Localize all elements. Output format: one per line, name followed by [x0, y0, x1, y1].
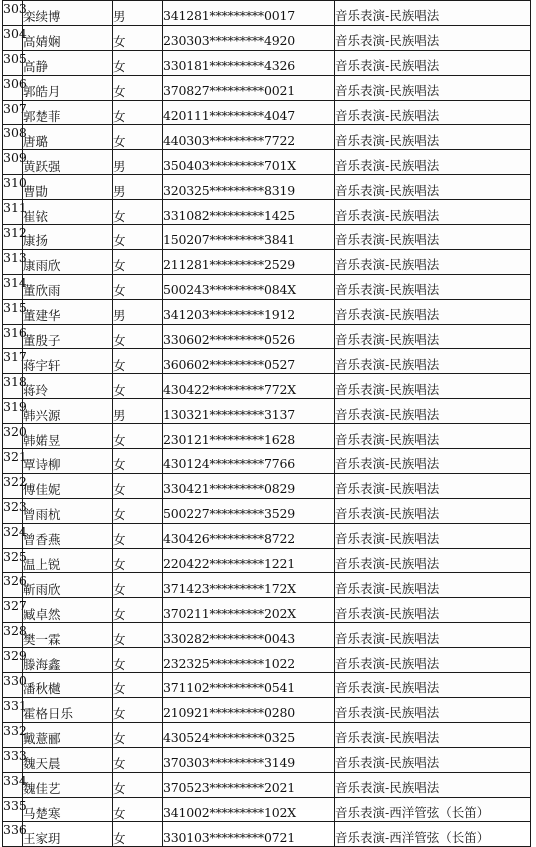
student-name: 曹勖	[23, 175, 113, 200]
table-row	[3, 150, 531, 175]
id-number-masked: 232325*********1022	[163, 648, 335, 673]
student-name: 郭皓月	[23, 75, 113, 100]
major-field: 音乐表演-民族唱法	[335, 573, 531, 598]
student-gender: 女	[113, 324, 163, 349]
student-name: 霍格日乐	[23, 697, 113, 722]
major-field: 音乐表演-民族唱法	[335, 274, 531, 299]
student-gender: 女	[113, 374, 163, 399]
major-field: 音乐表演-西洋管弦（长笛）	[335, 822, 531, 847]
major-field: 音乐表演-民族唱法	[335, 1, 531, 26]
table-row	[3, 648, 531, 673]
student-name: 黄跃强	[23, 150, 113, 175]
table-row	[3, 424, 531, 449]
student-name: 潘秋樾	[23, 673, 113, 698]
table-row	[3, 473, 531, 498]
student-name: 高静	[23, 50, 113, 75]
student-gender: 女	[113, 822, 163, 847]
major-field: 音乐表演-民族唱法	[335, 424, 531, 449]
student-name: 温上锐	[23, 548, 113, 573]
id-number-masked: 500243*********084X	[163, 274, 335, 299]
table-row	[3, 747, 531, 772]
row-number: 317	[3, 349, 23, 374]
row-number: 310	[3, 175, 23, 200]
major-field: 音乐表演-民族唱法	[335, 449, 531, 474]
major-field: 音乐表演-民族唱法	[335, 374, 531, 399]
id-number-masked: 350403*********701X	[163, 150, 335, 175]
student-gender: 女	[113, 200, 163, 225]
table-row	[3, 274, 531, 299]
row-number: 336	[3, 822, 23, 847]
id-number-masked: 341281*********0017	[163, 1, 335, 26]
row-number: 325	[3, 548, 23, 573]
id-number-masked: 330602*********0526	[163, 324, 335, 349]
id-number-masked: 210921*********0280	[163, 697, 335, 722]
major-field: 音乐表演-民族唱法	[335, 25, 531, 50]
table-row	[3, 200, 531, 225]
major-field: 音乐表演-民族唱法	[335, 473, 531, 498]
row-number: 324	[3, 523, 23, 548]
student-roster-table	[2, 0, 531, 847]
student-gender: 女	[113, 797, 163, 822]
id-number-masked: 330421*********0829	[163, 473, 335, 498]
student-name: 康雨欣	[23, 249, 113, 274]
student-gender: 女	[113, 598, 163, 623]
student-name: 高婧娴	[23, 25, 113, 50]
major-field: 音乐表演-民族唱法	[335, 249, 531, 274]
major-field: 音乐表演-民族唱法	[335, 697, 531, 722]
row-number: 313	[3, 249, 23, 274]
row-number: 320	[3, 424, 23, 449]
row-number: 309	[3, 150, 23, 175]
major-field: 音乐表演-民族唱法	[335, 598, 531, 623]
major-field: 音乐表演-民族唱法	[335, 324, 531, 349]
row-number: 319	[3, 399, 23, 424]
table-row	[3, 772, 531, 797]
id-number-masked: 320325*********8319	[163, 175, 335, 200]
student-gender: 女	[113, 225, 163, 250]
row-number: 318	[3, 374, 23, 399]
student-gender: 女	[113, 498, 163, 523]
table-row	[3, 399, 531, 424]
table-row	[3, 1, 531, 26]
row-number: 327	[3, 598, 23, 623]
id-number-masked: 370303*********3149	[163, 747, 335, 772]
student-gender: 女	[113, 424, 163, 449]
student-gender: 女	[113, 125, 163, 150]
major-field: 音乐表演-民族唱法	[335, 399, 531, 424]
id-number-masked: 430426*********8722	[163, 523, 335, 548]
student-name: 滕海鑫	[23, 648, 113, 673]
student-gender: 女	[113, 623, 163, 648]
student-name: 韩兴源	[23, 399, 113, 424]
table-row	[3, 299, 531, 324]
major-field: 音乐表演-民族唱法	[335, 498, 531, 523]
table-row	[3, 125, 531, 150]
id-number-masked: 360602*********0527	[163, 349, 335, 374]
student-gender: 女	[113, 648, 163, 673]
major-field: 音乐表演-民族唱法	[335, 50, 531, 75]
student-name: 董欣雨	[23, 274, 113, 299]
id-number-masked: 230121*********1628	[163, 424, 335, 449]
student-name: 郭楚菲	[23, 100, 113, 125]
row-number: 316	[3, 324, 23, 349]
student-name: 臧卓然	[23, 598, 113, 623]
student-name: 曾雨杭	[23, 498, 113, 523]
id-number-masked: 371423*********172X	[163, 573, 335, 598]
row-number: 307	[3, 100, 23, 125]
student-gender: 女	[113, 274, 163, 299]
student-gender: 女	[113, 473, 163, 498]
row-number: 332	[3, 722, 23, 747]
student-gender: 女	[113, 573, 163, 598]
table-row	[3, 623, 531, 648]
table-row	[3, 225, 531, 250]
row-number: 328	[3, 623, 23, 648]
row-number: 322	[3, 473, 23, 498]
table-row	[3, 75, 531, 100]
row-number: 314	[3, 274, 23, 299]
id-number-masked: 500227*********3529	[163, 498, 335, 523]
student-name: 韩婼昱	[23, 424, 113, 449]
student-gender: 男	[113, 175, 163, 200]
major-field: 音乐表演-民族唱法	[335, 349, 531, 374]
id-number-masked: 420111*********4047	[163, 100, 335, 125]
table-row	[3, 722, 531, 747]
table-row	[3, 249, 531, 274]
student-gender: 女	[113, 249, 163, 274]
student-gender: 女	[113, 349, 163, 374]
major-field: 音乐表演-民族唱法	[335, 548, 531, 573]
row-number: 335	[3, 797, 23, 822]
id-number-masked: 341002*********102X	[163, 797, 335, 822]
student-gender: 男	[113, 399, 163, 424]
major-field: 音乐表演-民族唱法	[335, 175, 531, 200]
student-gender: 女	[113, 697, 163, 722]
id-number-masked: 370211*********202X	[163, 598, 335, 623]
table-row	[3, 100, 531, 125]
major-field: 音乐表演-民族唱法	[335, 75, 531, 100]
student-name: 董建华	[23, 299, 113, 324]
row-number: 311	[3, 200, 23, 225]
major-field: 音乐表演-民族唱法	[335, 722, 531, 747]
table-row	[3, 797, 531, 822]
table-row	[3, 548, 531, 573]
student-gender: 女	[113, 523, 163, 548]
table-row	[3, 25, 531, 50]
table-row	[3, 324, 531, 349]
student-gender: 女	[113, 747, 163, 772]
major-field: 音乐表演-民族唱法	[335, 523, 531, 548]
table-row	[3, 598, 531, 623]
student-name: 樊一霖	[23, 623, 113, 648]
table-row	[3, 50, 531, 75]
id-number-masked: 211281*********2529	[163, 249, 335, 274]
row-number: 334	[3, 772, 23, 797]
student-gender: 女	[113, 75, 163, 100]
major-field: 音乐表演-民族唱法	[335, 299, 531, 324]
row-number: 308	[3, 125, 23, 150]
row-number: 329	[3, 648, 23, 673]
student-name: 魏天晨	[23, 747, 113, 772]
row-number: 315	[3, 299, 23, 324]
student-name: 靳雨欣	[23, 573, 113, 598]
id-number-masked: 430124*********7766	[163, 449, 335, 474]
id-number-masked: 430422*********772X	[163, 374, 335, 399]
id-number-masked: 341203*********1912	[163, 299, 335, 324]
student-name: 康扬	[23, 225, 113, 250]
id-number-masked: 330103*********0721	[163, 822, 335, 847]
major-field: 音乐表演-民族唱法	[335, 623, 531, 648]
row-number: 304	[3, 25, 23, 50]
row-number: 333	[3, 747, 23, 772]
table-row	[3, 673, 531, 698]
student-name: 王家玥	[23, 822, 113, 847]
id-number-masked: 440303*********7722	[163, 125, 335, 150]
id-number-masked: 370827*********0021	[163, 75, 335, 100]
row-number: 330	[3, 673, 23, 698]
table-row	[3, 573, 531, 598]
table-row	[3, 822, 531, 847]
major-field: 音乐表演-民族唱法	[335, 100, 531, 125]
table-row	[3, 523, 531, 548]
row-number: 326	[3, 573, 23, 598]
table-row	[3, 374, 531, 399]
major-field: 音乐表演-民族唱法	[335, 200, 531, 225]
major-field: 音乐表演-民族唱法	[335, 150, 531, 175]
student-name: 戴薏郦	[23, 722, 113, 747]
table-row	[3, 175, 531, 200]
row-number: 321	[3, 449, 23, 474]
row-number: 312	[3, 225, 23, 250]
student-name: 蒋玲	[23, 374, 113, 399]
student-gender: 女	[113, 772, 163, 797]
major-field: 音乐表演-民族唱法	[335, 225, 531, 250]
student-name: 栾续博	[23, 1, 113, 26]
student-gender: 女	[113, 25, 163, 50]
student-name: 傅佳妮	[23, 473, 113, 498]
major-field: 音乐表演-西洋管弦（长笛）	[335, 797, 531, 822]
major-field: 音乐表演-民族唱法	[335, 747, 531, 772]
student-name: 蒋宇轩	[23, 349, 113, 374]
id-number-masked: 230303*********4920	[163, 25, 335, 50]
id-number-masked: 130321*********3137	[163, 399, 335, 424]
id-number-masked: 370523*********2021	[163, 772, 335, 797]
id-number-masked: 371102*********0541	[163, 673, 335, 698]
id-number-masked: 220422*********1221	[163, 548, 335, 573]
major-field: 音乐表演-民族唱法	[335, 772, 531, 797]
student-gender: 男	[113, 1, 163, 26]
student-gender: 女	[113, 449, 163, 474]
table-row	[3, 697, 531, 722]
row-number: 306	[3, 75, 23, 100]
major-field: 音乐表演-民族唱法	[335, 673, 531, 698]
row-number: 305	[3, 50, 23, 75]
student-gender: 女	[113, 548, 163, 573]
student-gender: 女	[113, 673, 163, 698]
student-name: 魏佳艺	[23, 772, 113, 797]
student-gender: 女	[113, 50, 163, 75]
roster-body	[3, 1, 531, 847]
id-number-masked: 330181*********4326	[163, 50, 335, 75]
student-name: 董殷子	[23, 324, 113, 349]
student-name: 唐璐	[23, 125, 113, 150]
id-number-masked: 331082*********1425	[163, 200, 335, 225]
row-number: 323	[3, 498, 23, 523]
student-name: 马楚寒	[23, 797, 113, 822]
row-number: 331	[3, 697, 23, 722]
table-row	[3, 498, 531, 523]
student-name: 覃诗柳	[23, 449, 113, 474]
major-field: 音乐表演-民族唱法	[335, 648, 531, 673]
major-field: 音乐表演-民族唱法	[335, 125, 531, 150]
id-number-masked: 330282*********0043	[163, 623, 335, 648]
student-gender: 女	[113, 722, 163, 747]
student-name: 曾香燕	[23, 523, 113, 548]
id-number-masked: 150207*********3841	[163, 225, 335, 250]
id-number-masked: 430524*********0325	[163, 722, 335, 747]
student-gender: 女	[113, 100, 163, 125]
table-row	[3, 449, 531, 474]
row-number: 303	[3, 1, 23, 26]
table-row	[3, 349, 531, 374]
student-gender: 男	[113, 299, 163, 324]
student-name: 崔铱	[23, 200, 113, 225]
student-gender: 男	[113, 150, 163, 175]
